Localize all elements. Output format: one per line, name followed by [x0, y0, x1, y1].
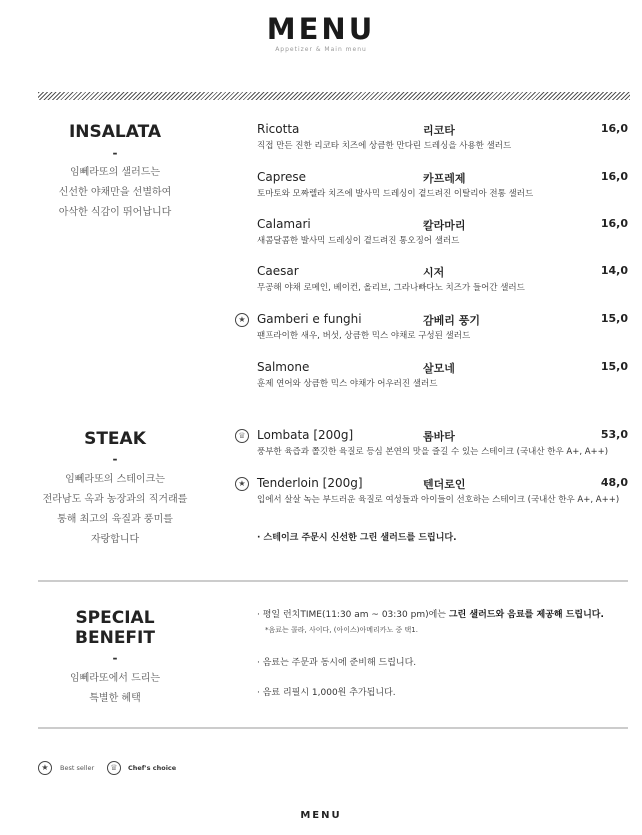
item-name-ko: 롬바타	[423, 430, 455, 443]
insalata-desc-line: 신선한 야채만을 선별하여	[58, 187, 172, 198]
item-name-en: Gamberi e funghi	[257, 312, 362, 326]
insalata-desc-line: 임뻬라또의 샐러드는	[69, 167, 161, 178]
footer-menu: MENU	[300, 810, 342, 821]
section-divider	[38, 580, 628, 582]
steak-dash: -	[112, 452, 118, 466]
steak-desc	[40, 470, 190, 550]
legend-chefs-choice: Chef's choice	[128, 764, 177, 772]
item-name-en: Lombata [200g]	[257, 428, 354, 442]
chef-hat-circle-icon: ♕	[107, 761, 121, 775]
steak-note: · 스테이크 주문시 신선한 그린 샐러드를 드립니다.	[257, 533, 457, 543]
item-name-ko: 텐더로인	[423, 478, 466, 491]
menu-item-gamberi-e-funghi	[257, 312, 629, 352]
menu-item-calamari	[257, 217, 629, 257]
legend-best-seller: Best seller	[60, 764, 95, 772]
item-desc: 새콤달콤한 발사믹 드레싱이 곁드려진 통오징어 샐러드	[257, 236, 460, 246]
menu-item-tenderloin	[257, 476, 629, 516]
menu-item-ricotta	[257, 122, 629, 162]
benefit-drinks: · 음료는 주문과 동시에 준비해 드립니다.	[257, 658, 417, 668]
menu-item-caprese	[257, 170, 629, 210]
item-desc: 직접 만든 진한 리코타 치즈에 상큼한 만다린 드레싱을 사용한 샐러드	[257, 141, 512, 151]
benefit-lunch-text: · 평일 런치TIME(11:30 am ~ 03:30 pm)에는	[257, 610, 449, 620]
item-price: 48,0	[600, 476, 628, 489]
insalata-title: INSALATA	[68, 122, 162, 142]
item-name-ko: 시저	[423, 266, 445, 279]
menu-item-lombata	[257, 428, 629, 468]
best-seller-icon: ★	[235, 477, 249, 491]
chef-hat-icon: ♕	[235, 429, 249, 443]
special-title-line1: SPECIAL	[75, 608, 155, 628]
menu-title: MENU	[266, 12, 376, 46]
item-name-ko: 칼라마리	[423, 219, 466, 232]
menu-item-caesar	[257, 264, 629, 304]
item-name-en: Caesar	[257, 264, 299, 278]
item-price: 16,0	[600, 217, 628, 230]
insalata-desc	[40, 163, 190, 223]
item-price: 15,0	[600, 312, 628, 325]
special-desc	[40, 669, 190, 709]
menu-item-salmone	[257, 360, 629, 400]
special-desc-line: 특별한 혜택	[89, 693, 141, 704]
star-circle-icon: ★	[38, 761, 52, 775]
special-desc-line: 임뻬라또에서 드리는	[69, 673, 161, 684]
steak-title: STEAK	[84, 429, 146, 449]
steak-desc-line: 자랑합니다	[90, 534, 140, 545]
item-desc: 토마토와 모짜렐라 치즈에 발사믹 드레싱이 곁드려진 이탈리아 전통 샐러드	[257, 189, 534, 199]
steak-desc-line: 통해 최고의 육질과 풍미를	[57, 514, 173, 525]
steak-desc-line: 전라남도 옥과 농장과의 직거래를	[42, 494, 188, 505]
benefit-lunch	[257, 607, 604, 620]
item-name-ko: 카프레제	[423, 172, 466, 185]
benefit-lunch-bold: 그린 샐러드와 음료를 제공해 드립니다.	[448, 610, 604, 620]
item-price: 15,0	[600, 360, 628, 373]
item-desc: 훈제 연어와 상큼한 믹스 야채가 어우러진 샐러드	[257, 379, 438, 389]
insalata-desc-line: 아삭한 식감이 뛰어납니다	[58, 207, 172, 218]
item-price: 53,0	[600, 428, 628, 441]
item-name-en: Ricotta	[257, 122, 300, 136]
item-name-en: Salmone	[257, 360, 310, 374]
item-desc: 풍부한 육즙과 쫄깃한 육질로 등심 본연의 맛을 즐길 수 있는 스테이크 (국내산 한우 A+, A++)	[257, 447, 609, 457]
special-title-line2: BENEFIT	[75, 628, 155, 648]
item-name-ko: 살모네	[423, 362, 455, 375]
item-price: 16,0	[600, 170, 628, 183]
item-name-en: Caprese	[257, 170, 307, 184]
best-seller-icon: ★	[235, 313, 249, 327]
steak-desc-line: 임뻬라또의 스테이크는	[65, 474, 165, 485]
special-dash: -	[112, 651, 118, 665]
item-price: 16,0	[600, 122, 628, 135]
item-desc: 입에서 살살 녹는 부드러운 육질로 여성들과 아이들이 선호하는 스테이크 (국내산 한우 A+, A++)	[257, 495, 620, 505]
item-desc: 팬프라이한 새우, 버섯, 상큼한 믹스 야채로 구성된 샐러드	[257, 331, 471, 341]
insalata-dash: -	[112, 146, 118, 160]
menu-subtitle: Appetizer & Main menu	[275, 46, 367, 53]
benefit-refill: · 음료 리필시 1,000원 추가됩니다.	[257, 688, 396, 698]
section-divider	[38, 727, 628, 729]
item-desc: 무공해 야채 로메인, 베이컨, 올리브, 그라나빠다노 치즈가 들어간 샐러드	[257, 283, 525, 293]
item-price: 14,0	[600, 264, 628, 277]
benefit-lunch-sub: *음료는 콜라, 사이다, (아이스)아메리카노 중 택1.	[265, 626, 418, 634]
item-name-en: Calamari	[257, 217, 311, 231]
item-name-ko: 리코타	[423, 124, 455, 137]
hatch-divider	[38, 92, 630, 100]
item-name-en: Tenderloin [200g]	[257, 476, 363, 490]
item-name-ko: 감베리 풍기	[423, 314, 480, 327]
